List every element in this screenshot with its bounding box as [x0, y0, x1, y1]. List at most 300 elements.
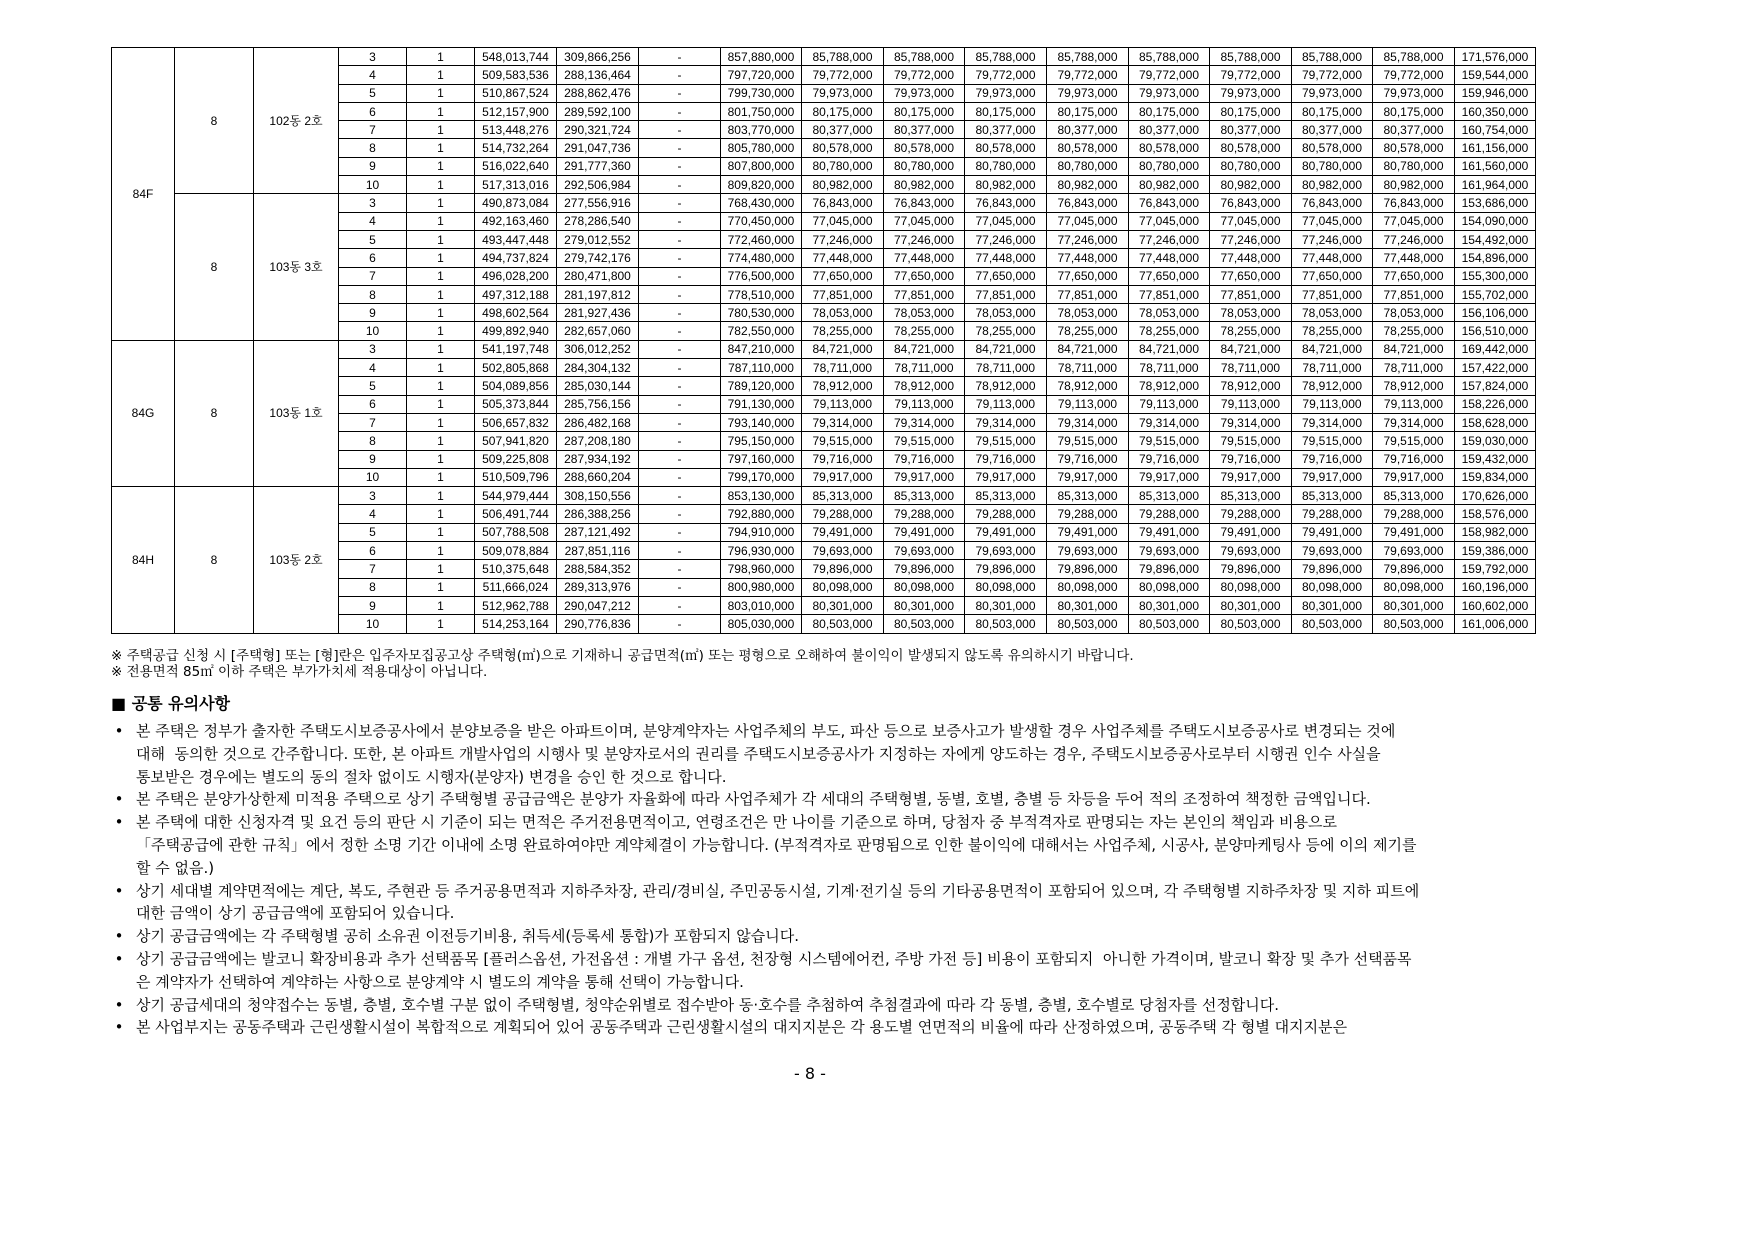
count-cell: 1 [407, 176, 475, 194]
land-price-cell: 511,666,024 [475, 578, 557, 596]
table-row [112, 48, 1536, 66]
table-note: ※ 전용면적 85㎡ 이하 주택은 부가가치세 적용대상이 아닙니다. [111, 664, 488, 680]
floor-cell: 7 [339, 121, 407, 139]
building-price-cell: 284,304,132 [557, 359, 639, 377]
floor-cell: 8 [339, 139, 407, 157]
bullet-line: 본 사업부지는 공동주택과 근린생활시설이 복합적으로 계획되어 있어 공동주택과 근린생활시설의 대지지분은 각 용도별 연면적의 비율에 따라 산정하였으며, 공동주택 각 형별 대지지분은 [136, 1018, 1348, 1037]
building-price-cell: 292,506,984 [557, 176, 639, 194]
installment-cell: 79,716,000 [1047, 450, 1129, 468]
installment-cell: 80,301,000 [1373, 596, 1455, 614]
total-price-cell: 803,010,000 [721, 596, 802, 614]
installment-cell: 77,851,000 [1292, 285, 1373, 303]
total-price-cell: 796,930,000 [721, 542, 802, 560]
vat-cell: - [639, 395, 721, 413]
building-price-cell: 290,321,724 [557, 121, 639, 139]
installment-cell: 76,843,000 [802, 194, 884, 212]
balance-cell: 170,626,000 [1455, 487, 1536, 505]
table-row [112, 194, 1536, 212]
count-cell: 1 [407, 194, 475, 212]
installment-cell: 79,288,000 [965, 505, 1047, 523]
installment-cell: 79,772,000 [1129, 66, 1210, 84]
count-cell: 1 [407, 285, 475, 303]
installment-cell: 79,973,000 [802, 84, 884, 102]
installment-cell: 77,851,000 [1129, 285, 1210, 303]
table-note: ※ 주택공급 신청 시 [주택형] 또는 [형]란은 입주자모집공고상 주택형(㎡)으로 기재하니 공급면적(㎡) 또는 평형으로 오해하여 불이익이 발생되지 않도록 유의하시기 바랍니다. [111, 648, 1134, 664]
installment-cell: 80,780,000 [1292, 157, 1373, 175]
floor-cell: 3 [339, 194, 407, 212]
count-cell: 1 [407, 267, 475, 285]
installment-cell: 78,711,000 [1373, 359, 1455, 377]
installment-cell: 79,314,000 [965, 413, 1047, 431]
installment-cell: 80,503,000 [802, 615, 884, 633]
land-price-cell: 502,805,868 [475, 359, 557, 377]
land-price-cell: 513,448,276 [475, 121, 557, 139]
building-price-cell: 289,313,976 [557, 578, 639, 596]
installment-cell: 77,045,000 [1210, 212, 1292, 230]
installment-cell: 79,772,000 [965, 66, 1047, 84]
installment-cell: 80,982,000 [1373, 176, 1455, 194]
total-price-cell: 778,510,000 [721, 285, 802, 303]
installment-cell: 80,175,000 [1129, 102, 1210, 120]
installment-cell: 84,721,000 [802, 340, 884, 358]
installment-cell: 79,491,000 [802, 523, 884, 541]
balance-cell: 153,686,000 [1455, 194, 1536, 212]
installment-cell: 80,377,000 [1047, 121, 1129, 139]
installment-cell: 79,288,000 [1373, 505, 1455, 523]
vat-cell: - [639, 578, 721, 596]
installment-cell: 79,515,000 [1047, 432, 1129, 450]
total-price-cell: 800,980,000 [721, 578, 802, 596]
installment-cell: 78,711,000 [1210, 359, 1292, 377]
balance-cell: 161,560,000 [1455, 157, 1536, 175]
count-cell: 1 [407, 359, 475, 377]
installment-cell: 77,650,000 [884, 267, 965, 285]
total-price-cell: 798,960,000 [721, 560, 802, 578]
installment-cell: 78,711,000 [965, 359, 1047, 377]
total-price-cell: 803,770,000 [721, 121, 802, 139]
building-price-cell: 285,756,156 [557, 395, 639, 413]
table-notes [111, 648, 1511, 680]
land-price-cell: 544,979,444 [475, 487, 557, 505]
building-price-cell: 306,012,252 [557, 340, 639, 358]
building-price-cell: 308,150,556 [557, 487, 639, 505]
bullet-item [113, 880, 1520, 926]
installment-cell: 79,314,000 [1373, 413, 1455, 431]
installment-cell: 79,314,000 [1292, 413, 1373, 431]
land-price-cell: 517,313,016 [475, 176, 557, 194]
installment-cell: 79,288,000 [1292, 505, 1373, 523]
installment-cell: 80,780,000 [1047, 157, 1129, 175]
installment-cell: 80,175,000 [1047, 102, 1129, 120]
land-price-cell: 514,732,264 [475, 139, 557, 157]
total-price-cell: 792,880,000 [721, 505, 802, 523]
building-price-cell: 291,047,736 [557, 139, 639, 157]
type-cell: 84G [112, 340, 175, 486]
balance-cell: 161,006,000 [1455, 615, 1536, 633]
installment-cell: 79,716,000 [884, 450, 965, 468]
installment-cell: 79,772,000 [884, 66, 965, 84]
total-price-cell: 805,030,000 [721, 615, 802, 633]
floor-cell: 3 [339, 487, 407, 505]
installment-cell: 78,711,000 [1129, 359, 1210, 377]
installment-cell: 79,693,000 [1129, 542, 1210, 560]
total-price-cell: 793,140,000 [721, 413, 802, 431]
installment-cell: 79,896,000 [802, 560, 884, 578]
section-heading: ■ 공통 유의사항 [111, 694, 230, 713]
installment-cell: 80,578,000 [802, 139, 884, 157]
installment-cell: 85,788,000 [965, 48, 1047, 66]
installment-cell: 79,491,000 [1047, 523, 1129, 541]
vat-cell: - [639, 304, 721, 322]
installment-cell: 80,098,000 [1292, 578, 1373, 596]
floor-cell: 6 [339, 542, 407, 560]
balance-cell: 169,442,000 [1455, 340, 1536, 358]
installment-cell: 79,917,000 [1210, 468, 1292, 486]
floor-cell: 10 [339, 322, 407, 340]
floor-cell: 6 [339, 395, 407, 413]
count-cell: 1 [407, 596, 475, 614]
installment-cell: 79,288,000 [1047, 505, 1129, 523]
installment-cell: 79,896,000 [884, 560, 965, 578]
installment-cell: 79,288,000 [1210, 505, 1292, 523]
installment-cell: 80,982,000 [965, 176, 1047, 194]
installment-cell: 78,912,000 [1373, 377, 1455, 395]
vat-cell: - [639, 542, 721, 560]
balance-cell: 159,946,000 [1455, 84, 1536, 102]
installment-cell: 80,098,000 [1210, 578, 1292, 596]
balance-cell: 160,196,000 [1455, 578, 1536, 596]
building-price-cell: 289,592,100 [557, 102, 639, 120]
floor-cell: 5 [339, 523, 407, 541]
installment-cell: 78,912,000 [802, 377, 884, 395]
installment-cell: 79,772,000 [1047, 66, 1129, 84]
bullet-line: 상기 공급금액에는 각 주택형별 공히 소유권 이전등기비용, 취득세(등록세 통합)가 포함되지 않습니다. [136, 927, 800, 946]
installment-cell: 79,515,000 [1210, 432, 1292, 450]
installment-cell: 78,912,000 [1292, 377, 1373, 395]
bullet-line: 상기 공급금액에는 발코니 확장비용과 추가 선택품목 [플러스옵션, 가전옵션 : 개별 가구 옵션, 천장형 시스템에어컨, 주방 가전 등] 비용이 포함되지 아니한 가격이며, 발코니 확장 및 추가 선택품목 [136, 949, 1412, 968]
building-price-cell: 288,862,476 [557, 84, 639, 102]
installment-cell: 77,851,000 [1373, 285, 1455, 303]
count-cell: 1 [407, 578, 475, 596]
installment-cell: 80,780,000 [1373, 157, 1455, 175]
vat-cell: - [639, 340, 721, 358]
balance-cell: 157,824,000 [1455, 377, 1536, 395]
land-price-cell: 510,509,796 [475, 468, 557, 486]
vat-cell: - [639, 450, 721, 468]
floor-cell: 5 [339, 230, 407, 248]
installment-cell: 79,288,000 [802, 505, 884, 523]
installment-cell: 79,917,000 [1047, 468, 1129, 486]
installment-cell: 80,175,000 [1210, 102, 1292, 120]
installment-cell: 84,721,000 [1129, 340, 1210, 358]
installment-cell: 79,288,000 [1129, 505, 1210, 523]
land-price-cell: 493,447,448 [475, 230, 557, 248]
land-price-cell: 512,157,900 [475, 102, 557, 120]
total-price-cell: 782,550,000 [721, 322, 802, 340]
bullet-item [113, 1016, 1520, 1039]
total-price-cell: 791,130,000 [721, 395, 802, 413]
land-price-cell: 506,491,744 [475, 505, 557, 523]
balance-cell: 154,090,000 [1455, 212, 1536, 230]
installment-cell: 78,255,000 [1047, 322, 1129, 340]
installment-cell: 77,045,000 [802, 212, 884, 230]
installment-cell: 77,045,000 [965, 212, 1047, 230]
count-cell: 1 [407, 249, 475, 267]
land-price-cell: 507,941,820 [475, 432, 557, 450]
installment-cell: 80,098,000 [1129, 578, 1210, 596]
land-price-cell: 514,253,164 [475, 615, 557, 633]
installment-cell: 80,175,000 [1373, 102, 1455, 120]
vat-cell: - [639, 359, 721, 377]
floor-cell: 10 [339, 176, 407, 194]
balance-cell: 160,754,000 [1455, 121, 1536, 139]
balance-cell: 160,602,000 [1455, 596, 1536, 614]
installment-cell: 78,255,000 [965, 322, 1047, 340]
installment-cell: 77,045,000 [1373, 212, 1455, 230]
installment-cell: 84,721,000 [965, 340, 1047, 358]
count-cell: 1 [407, 377, 475, 395]
installment-cell: 85,313,000 [884, 487, 965, 505]
installment-cell: 79,491,000 [1129, 523, 1210, 541]
balance-cell: 171,576,000 [1455, 48, 1536, 66]
installment-cell: 77,246,000 [884, 230, 965, 248]
vat-cell: - [639, 560, 721, 578]
installment-cell: 80,301,000 [884, 596, 965, 614]
installment-cell: 80,377,000 [1373, 121, 1455, 139]
installment-cell: 79,896,000 [965, 560, 1047, 578]
installment-cell: 79,491,000 [1292, 523, 1373, 541]
total-price-cell: 807,800,000 [721, 157, 802, 175]
installment-cell: 80,098,000 [802, 578, 884, 596]
installment-cell: 80,982,000 [1292, 176, 1373, 194]
total-price-cell: 787,110,000 [721, 359, 802, 377]
installment-cell: 78,711,000 [884, 359, 965, 377]
installment-cell: 79,515,000 [965, 432, 1047, 450]
installment-cell: 77,650,000 [1210, 267, 1292, 285]
installment-cell: 78,912,000 [884, 377, 965, 395]
installment-cell: 85,313,000 [965, 487, 1047, 505]
installment-cell: 79,896,000 [1047, 560, 1129, 578]
installment-cell: 79,491,000 [1373, 523, 1455, 541]
installment-cell: 79,491,000 [884, 523, 965, 541]
building-price-cell: 288,660,204 [557, 468, 639, 486]
bullet-line: 상기 세대별 계약면적에는 계단, 복도, 주현관 등 주거공용면적과 지하주차장, 관리/경비실, 주민공동시설, 기계·전기실 등의 기타공용면적이 포함되어 있으며, 각 주택형별 지하주차장 및 지하 피트에 [136, 881, 1420, 900]
installment-cell: 80,377,000 [1129, 121, 1210, 139]
balance-cell: 157,422,000 [1455, 359, 1536, 377]
installment-cell: 80,175,000 [802, 102, 884, 120]
installment-cell: 79,515,000 [1373, 432, 1455, 450]
installment-cell: 79,113,000 [1047, 395, 1129, 413]
installment-cell: 79,973,000 [1210, 84, 1292, 102]
installment-cell: 78,053,000 [1292, 304, 1373, 322]
installment-cell: 77,246,000 [1292, 230, 1373, 248]
installment-cell: 85,788,000 [1210, 48, 1292, 66]
installment-cell: 79,772,000 [1210, 66, 1292, 84]
installment-cell: 77,650,000 [1292, 267, 1373, 285]
installment-cell: 77,448,000 [965, 249, 1047, 267]
floor-cell: 8 [339, 285, 407, 303]
installment-cell: 80,578,000 [1292, 139, 1373, 157]
installment-cell: 80,578,000 [1129, 139, 1210, 157]
bullet-item [113, 925, 1520, 948]
installment-cell: 80,982,000 [1210, 176, 1292, 194]
installment-cell: 79,515,000 [884, 432, 965, 450]
balance-cell: 158,982,000 [1455, 523, 1536, 541]
installment-cell: 79,113,000 [1373, 395, 1455, 413]
balance-cell: 158,576,000 [1455, 505, 1536, 523]
installment-cell: 78,912,000 [1129, 377, 1210, 395]
installment-cell: 77,448,000 [802, 249, 884, 267]
vat-cell: - [639, 267, 721, 285]
installment-cell: 80,578,000 [1047, 139, 1129, 157]
installment-cell: 78,255,000 [802, 322, 884, 340]
installment-cell: 79,917,000 [965, 468, 1047, 486]
installment-cell: 79,314,000 [884, 413, 965, 431]
floor-cell: 9 [339, 157, 407, 175]
bullet-line: 대해 동의한 것으로 간주합니다. 또한, 본 아파트 개발사업의 시행사 및 분양자로서의 권리를 주택도시보증공사가 지정하는 자에게 양도하는 경우, 주택도시보증공사로부터 시행권 인수 사실을 [136, 744, 1381, 763]
balance-cell: 160,350,000 [1455, 102, 1536, 120]
installment-cell: 77,448,000 [1373, 249, 1455, 267]
installment-cell: 77,246,000 [1129, 230, 1210, 248]
unit-count-cell: 8 [175, 194, 254, 340]
installment-cell: 80,982,000 [884, 176, 965, 194]
bullet-dot: • [114, 995, 124, 1014]
installment-cell: 77,246,000 [802, 230, 884, 248]
floor-cell: 4 [339, 505, 407, 523]
unit-count-cell: 8 [175, 340, 254, 486]
land-price-cell: 490,873,084 [475, 194, 557, 212]
installment-cell: 79,113,000 [802, 395, 884, 413]
bullet-line: 대한 금액이 상기 공급금액에 포함되어 있습니다. [136, 904, 455, 923]
vat-cell: - [639, 249, 721, 267]
building-price-cell: 291,777,360 [557, 157, 639, 175]
installment-cell: 84,721,000 [1373, 340, 1455, 358]
bullet-dot: • [114, 722, 124, 740]
balance-cell: 156,106,000 [1455, 304, 1536, 322]
installment-cell: 85,788,000 [1292, 48, 1373, 66]
total-price-cell: 772,460,000 [721, 230, 802, 248]
bullet-line: 할 수 없음.) [136, 858, 215, 877]
count-cell: 1 [407, 395, 475, 413]
installment-cell: 79,973,000 [1292, 84, 1373, 102]
bullet-line: 본 주택에 대한 신청자격 및 요건 등의 판단 시 기준이 되는 면적은 주거전용면적이고, 연령조건은 만 나이를 기준으로 하며, 당첨자 중 부적격자로 판명되는 자는 본인의 책임과 비용으로 [136, 813, 1338, 832]
count-cell: 1 [407, 523, 475, 541]
installment-cell: 85,788,000 [1129, 48, 1210, 66]
installment-cell: 79,314,000 [1047, 413, 1129, 431]
installment-cell: 80,578,000 [1210, 139, 1292, 157]
vat-cell: - [639, 230, 721, 248]
installment-cell: 76,843,000 [1210, 194, 1292, 212]
installment-cell: 79,693,000 [1292, 542, 1373, 560]
building-price-cell: 285,030,144 [557, 377, 639, 395]
floor-cell: 9 [339, 450, 407, 468]
installment-cell: 79,772,000 [1292, 66, 1373, 84]
land-price-cell: 492,163,460 [475, 212, 557, 230]
floor-cell: 7 [339, 267, 407, 285]
total-price-cell: 853,130,000 [721, 487, 802, 505]
installment-cell: 76,843,000 [1129, 194, 1210, 212]
balance-cell: 155,702,000 [1455, 285, 1536, 303]
installment-cell: 80,175,000 [884, 102, 965, 120]
balance-cell: 159,432,000 [1455, 450, 1536, 468]
installment-cell: 77,448,000 [1210, 249, 1292, 267]
installment-cell: 79,113,000 [1210, 395, 1292, 413]
count-cell: 1 [407, 340, 475, 358]
installment-cell: 80,503,000 [1373, 615, 1455, 633]
installment-cell: 79,113,000 [884, 395, 965, 413]
building-price-cell: 288,584,352 [557, 560, 639, 578]
installment-cell: 85,788,000 [1047, 48, 1129, 66]
installment-cell: 77,045,000 [1129, 212, 1210, 230]
balance-cell: 159,386,000 [1455, 542, 1536, 560]
count-cell: 1 [407, 212, 475, 230]
count-cell: 1 [407, 542, 475, 560]
bullet-line: 본 주택은 분양가상한제 미적용 주택으로 상기 주택형별 공급금액은 분양가 자율화에 따라 사업주체가 각 세대의 주택형별, 동별, 호별, 층별 등 차등을 두어 적의 조정하여 책정한 금액입니다. [136, 790, 1371, 809]
building-price-cell: 282,657,060 [557, 322, 639, 340]
installment-cell: 77,448,000 [1129, 249, 1210, 267]
vat-cell: - [639, 413, 721, 431]
installment-cell: 78,912,000 [1047, 377, 1129, 395]
installment-cell: 79,973,000 [1047, 84, 1129, 102]
total-price-cell: 776,500,000 [721, 267, 802, 285]
building-price-cell: 280,471,800 [557, 267, 639, 285]
installment-cell: 80,377,000 [802, 121, 884, 139]
land-price-cell: 516,022,640 [475, 157, 557, 175]
total-price-cell: 797,720,000 [721, 66, 802, 84]
total-price-cell: 801,750,000 [721, 102, 802, 120]
installment-cell: 79,917,000 [1129, 468, 1210, 486]
installment-cell: 80,098,000 [1047, 578, 1129, 596]
installment-cell: 77,851,000 [884, 285, 965, 303]
total-price-cell: 847,210,000 [721, 340, 802, 358]
count-cell: 1 [407, 230, 475, 248]
floor-cell: 8 [339, 578, 407, 596]
installment-cell: 79,917,000 [802, 468, 884, 486]
installment-cell: 79,716,000 [1373, 450, 1455, 468]
building-price-cell: 287,934,192 [557, 450, 639, 468]
unit-count-cell: 8 [175, 48, 254, 194]
count-cell: 1 [407, 84, 475, 102]
installment-cell: 77,851,000 [1210, 285, 1292, 303]
total-price-cell: 799,170,000 [721, 468, 802, 486]
installment-cell: 80,301,000 [965, 596, 1047, 614]
installment-cell: 80,175,000 [965, 102, 1047, 120]
installment-cell: 79,314,000 [1129, 413, 1210, 431]
total-price-cell: 795,150,000 [721, 432, 802, 450]
total-price-cell: 805,780,000 [721, 139, 802, 157]
count-cell: 1 [407, 505, 475, 523]
installment-cell: 84,721,000 [1210, 340, 1292, 358]
installment-cell: 80,982,000 [1047, 176, 1129, 194]
total-price-cell: 799,730,000 [721, 84, 802, 102]
installment-cell: 79,693,000 [884, 542, 965, 560]
balance-cell: 158,628,000 [1455, 413, 1536, 431]
installment-cell: 80,503,000 [1047, 615, 1129, 633]
building-price-cell: 279,012,552 [557, 230, 639, 248]
installment-cell: 80,780,000 [802, 157, 884, 175]
floor-cell: 9 [339, 304, 407, 322]
installment-cell: 85,313,000 [1047, 487, 1129, 505]
installment-cell: 80,578,000 [884, 139, 965, 157]
total-price-cell: 794,910,000 [721, 523, 802, 541]
land-price-cell: 505,373,844 [475, 395, 557, 413]
installment-cell: 79,716,000 [965, 450, 1047, 468]
count-cell: 1 [407, 322, 475, 340]
land-price-cell: 494,737,824 [475, 249, 557, 267]
installment-cell: 78,053,000 [884, 304, 965, 322]
vat-cell: - [639, 157, 721, 175]
building-price-cell: 286,482,168 [557, 413, 639, 431]
